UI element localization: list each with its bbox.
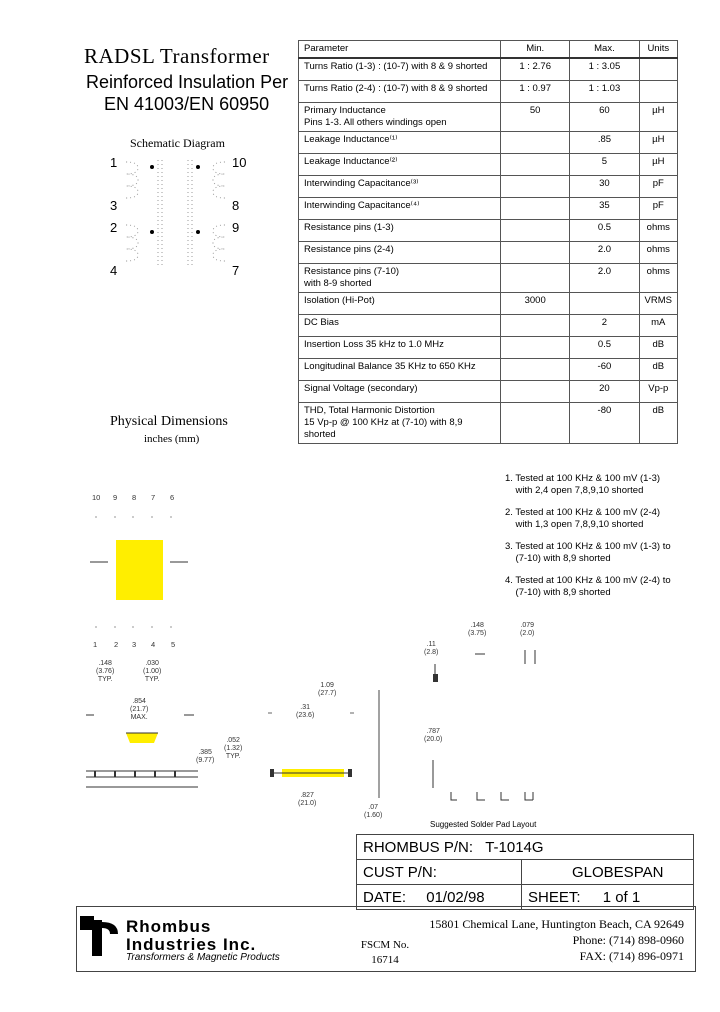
dim-pad-row-spacing: .787 (20.0) bbox=[424, 728, 443, 743]
cell-units bbox=[639, 81, 677, 103]
pin-label: 7 bbox=[232, 263, 240, 278]
table-row bbox=[299, 176, 678, 198]
cell-min bbox=[501, 381, 570, 403]
cell-units: ohms bbox=[639, 264, 677, 293]
cell-min: 50 bbox=[501, 103, 570, 132]
table-row bbox=[299, 359, 678, 381]
cell-max: 20 bbox=[570, 381, 639, 403]
rhombus-pn-cell bbox=[357, 835, 694, 860]
table-row bbox=[299, 315, 678, 337]
test-notes bbox=[505, 473, 671, 609]
table-row bbox=[299, 103, 678, 132]
pin-label: 4 bbox=[110, 263, 118, 278]
cell-min bbox=[501, 315, 570, 337]
company-name bbox=[126, 918, 256, 954]
product-title: RADSL Transformer bbox=[84, 44, 270, 68]
cell-max: 5 bbox=[570, 154, 639, 176]
dim-pad-height: .11 (2.8) bbox=[424, 641, 439, 656]
header-min: Min. bbox=[501, 41, 570, 59]
product-subtitle-2: EN 41003/EN 60950 bbox=[104, 94, 270, 114]
header-units: Units bbox=[639, 41, 677, 59]
cell-parameter: Signal Voltage (secondary) bbox=[299, 381, 501, 403]
pin-number: 7 bbox=[151, 493, 156, 502]
cell-units: VRMS bbox=[639, 293, 677, 315]
dim-pad-offset: .07 (1.60) bbox=[364, 804, 383, 819]
cell-parameter: Resistance pins (7-10) with 8-9 shorted bbox=[299, 264, 501, 293]
cell-units: dB bbox=[639, 337, 677, 359]
cell-max: 2.0 bbox=[570, 264, 639, 293]
cell-max: 2 bbox=[570, 315, 639, 337]
pin-number: 9 bbox=[113, 493, 118, 502]
schematic-diagram bbox=[118, 150, 233, 280]
table-row bbox=[299, 337, 678, 359]
dim-overall-length: 1.09 (27.7) bbox=[318, 682, 337, 697]
component-body-top bbox=[116, 540, 163, 600]
pin-number: 6 bbox=[170, 493, 175, 502]
dim-pad-width: .079 (2.0) bbox=[520, 622, 535, 637]
company-address: 15801 Chemical Lane, Huntington Beach, CA 92649 bbox=[429, 917, 684, 931]
cell-units: pF bbox=[639, 198, 677, 220]
cust-pn-label: CUST P/N: bbox=[357, 860, 522, 885]
dim-pitch: .148 (3.76) TYP. bbox=[96, 660, 115, 683]
cell-parameter: Isolation (Hi-Pot) bbox=[299, 293, 501, 315]
cell-min bbox=[501, 242, 570, 264]
cell-parameter: Turns Ratio (1-3) : (10-7) with 8 & 9 shorted bbox=[299, 58, 501, 81]
company-name-line1: Rhombus bbox=[126, 917, 212, 936]
cell-min bbox=[501, 337, 570, 359]
cell-parameter: Resistance pins (1-3) bbox=[299, 220, 501, 242]
cell-units: dB bbox=[639, 359, 677, 381]
cell-min bbox=[501, 220, 570, 242]
company-fax: FAX: (714) 896-0971 bbox=[579, 949, 684, 963]
company-address-block bbox=[414, 916, 684, 964]
dim-pin-span: .827 (21.0) bbox=[298, 792, 317, 807]
cell-units bbox=[639, 58, 677, 81]
cell-min bbox=[501, 154, 570, 176]
cell-units: Vp-p bbox=[639, 381, 677, 403]
dim-height-max: .854 (21.7) MAX. bbox=[130, 698, 149, 721]
solder-pad-layout-label: Suggested Solder Pad Layout bbox=[430, 820, 537, 829]
rhombus-pn-value: T-1014G bbox=[485, 838, 544, 856]
pin-number: 4 bbox=[151, 640, 156, 649]
pin-number: 10 bbox=[92, 493, 101, 502]
physical-dimensions-title: Physical Dimensions bbox=[110, 414, 228, 429]
cell-parameter: Insertion Loss 35 kHz to 1.0 MHz bbox=[299, 337, 501, 359]
date-label: DATE: bbox=[363, 888, 407, 906]
cell-max: 0.5 bbox=[570, 337, 639, 359]
cell-parameter: Interwinding Capacitance⁽⁴⁾ bbox=[299, 198, 501, 220]
physical-dimensions-units: inches (mm) bbox=[144, 433, 200, 445]
cell-parameter: DC Bias bbox=[299, 315, 501, 337]
cell-min bbox=[501, 132, 570, 154]
cell-max: 0.5 bbox=[570, 220, 639, 242]
header-max: Max. bbox=[570, 41, 639, 59]
fscm-block bbox=[355, 938, 415, 968]
cell-units: dB bbox=[639, 403, 677, 444]
note-item: 4. Tested at 100 KHz & 100 mV (2-4) to (7-10) with 8,9 shorted bbox=[505, 575, 671, 598]
cell-units: pF bbox=[639, 176, 677, 198]
pin-number: 2 bbox=[114, 640, 119, 649]
pin-label: 3 bbox=[110, 198, 118, 213]
table-header-row bbox=[299, 41, 678, 59]
pin-number: 3 bbox=[132, 640, 137, 649]
cell-min bbox=[501, 176, 570, 198]
table-row bbox=[299, 81, 678, 103]
cell-parameter: Resistance pins (2-4) bbox=[299, 242, 501, 264]
table-row bbox=[299, 58, 678, 81]
header-parameter: Parameter bbox=[299, 41, 501, 59]
cell-min: 3000 bbox=[501, 293, 570, 315]
cell-parameter: Primary Inductance Pins 1-3. All others windings open bbox=[299, 103, 501, 132]
cell-parameter: Interwinding Capacitance⁽³⁾ bbox=[299, 176, 501, 198]
dim-pad-pitch: .148 (3.75) bbox=[468, 622, 487, 637]
table-row bbox=[299, 293, 678, 315]
pin-label: 1 bbox=[110, 155, 118, 170]
table-row bbox=[299, 220, 678, 242]
table-row bbox=[299, 264, 678, 293]
cell-max: 60 bbox=[570, 103, 639, 132]
cell-min bbox=[501, 264, 570, 293]
rhombus-pn-label: RHOMBUS P/N: bbox=[363, 838, 474, 856]
dim-pin-length: .052 (1.32) TYP. bbox=[224, 737, 243, 760]
dim-pin-width: .030 (1.00) TYP. bbox=[143, 660, 162, 683]
cell-max: .85 bbox=[570, 132, 639, 154]
part-info-table bbox=[356, 834, 694, 910]
pin-label: 2 bbox=[110, 220, 118, 235]
cell-units: µH bbox=[639, 132, 677, 154]
product-subtitle-1: Reinforced Insulation Per bbox=[86, 72, 289, 92]
cell-units: µH bbox=[639, 103, 677, 132]
pin-label: 8 bbox=[232, 198, 240, 213]
pin-number: 1 bbox=[93, 640, 98, 649]
cell-units: ohms bbox=[639, 242, 677, 264]
cell-max: 30 bbox=[570, 176, 639, 198]
customer-name: GLOBESPAN bbox=[522, 860, 694, 885]
side-view-drawing bbox=[80, 705, 210, 795]
pin-label: 9 bbox=[232, 220, 240, 235]
table-row bbox=[299, 132, 678, 154]
cell-min: 1 : 0.97 bbox=[501, 81, 570, 103]
front-view-drawing bbox=[262, 695, 362, 785]
company-phone: Phone: (714) 898-0960 bbox=[572, 933, 684, 947]
cell-max bbox=[570, 293, 639, 315]
schematic-title: Schematic Diagram bbox=[130, 136, 225, 150]
table-row bbox=[299, 154, 678, 176]
fscm-label: FSCM No. bbox=[360, 939, 410, 951]
cell-min bbox=[501, 359, 570, 381]
fscm-number: 16714 bbox=[371, 954, 399, 966]
cell-units: µH bbox=[639, 154, 677, 176]
specification-table bbox=[298, 40, 678, 444]
dim-body-depth: .385 (9.77) bbox=[196, 749, 215, 764]
company-tagline: Transformers & Magnetic Products bbox=[126, 952, 280, 963]
cell-units: ohms bbox=[639, 220, 677, 242]
cell-max: 2.0 bbox=[570, 242, 639, 264]
cell-max: 1 : 1.03 bbox=[570, 81, 639, 103]
cell-min: 1 : 2.76 bbox=[501, 58, 570, 81]
cell-parameter: Leakage Inductance⁽²⁾ bbox=[299, 154, 501, 176]
cell-parameter: THD, Total Harmonic Distortion 15 Vp-p @ 100 KHz at (7-10) with 8,9 shorted bbox=[299, 403, 501, 444]
top-view-drawing bbox=[80, 505, 200, 640]
note-item: 1. Tested at 100 KHz & 100 mV (1-3) with 2,4 open 7,8,9,10 shorted bbox=[505, 473, 661, 496]
note-item: 2. Tested at 100 KHz & 100 mV (2-4) with 1,3 open 7,8,9,10 shorted bbox=[505, 507, 661, 530]
sheet-label: SHEET: bbox=[528, 888, 581, 906]
sheet-value: 1 of 1 bbox=[602, 888, 641, 906]
cell-max: -80 bbox=[570, 403, 639, 444]
company-name-line2: Industries Inc. bbox=[126, 935, 257, 954]
pin-number: 5 bbox=[171, 640, 176, 649]
cell-parameter: Turns Ratio (2-4) : (10-7) with 8 & 9 shorted bbox=[299, 81, 501, 103]
dimension-line bbox=[374, 690, 384, 800]
cell-units: mA bbox=[639, 315, 677, 337]
table-row bbox=[299, 381, 678, 403]
cell-min bbox=[501, 403, 570, 444]
note-item: 3. Tested at 100 KHz & 100 mV (1-3) to (7-10) with 8,9 shorted bbox=[505, 541, 671, 564]
table-row bbox=[299, 242, 678, 264]
cell-max: 35 bbox=[570, 198, 639, 220]
solder-pad-layout-drawing bbox=[425, 640, 545, 810]
rhombus-logo-icon bbox=[80, 916, 122, 956]
table-row bbox=[299, 198, 678, 220]
dim-body-length: .31 (23.6) bbox=[296, 704, 315, 719]
cell-max: -60 bbox=[570, 359, 639, 381]
cell-parameter: Leakage Inductance⁽¹⁾ bbox=[299, 132, 501, 154]
cell-max: 1 : 3.05 bbox=[570, 58, 639, 81]
pin-label: 10 bbox=[232, 155, 247, 170]
cell-parameter: Longitudinal Balance 35 KHz to 650 KHz bbox=[299, 359, 501, 381]
cell-min bbox=[501, 198, 570, 220]
table-row bbox=[299, 403, 678, 444]
pin-number: 8 bbox=[132, 493, 137, 502]
date-value: 01/02/98 bbox=[426, 888, 485, 906]
